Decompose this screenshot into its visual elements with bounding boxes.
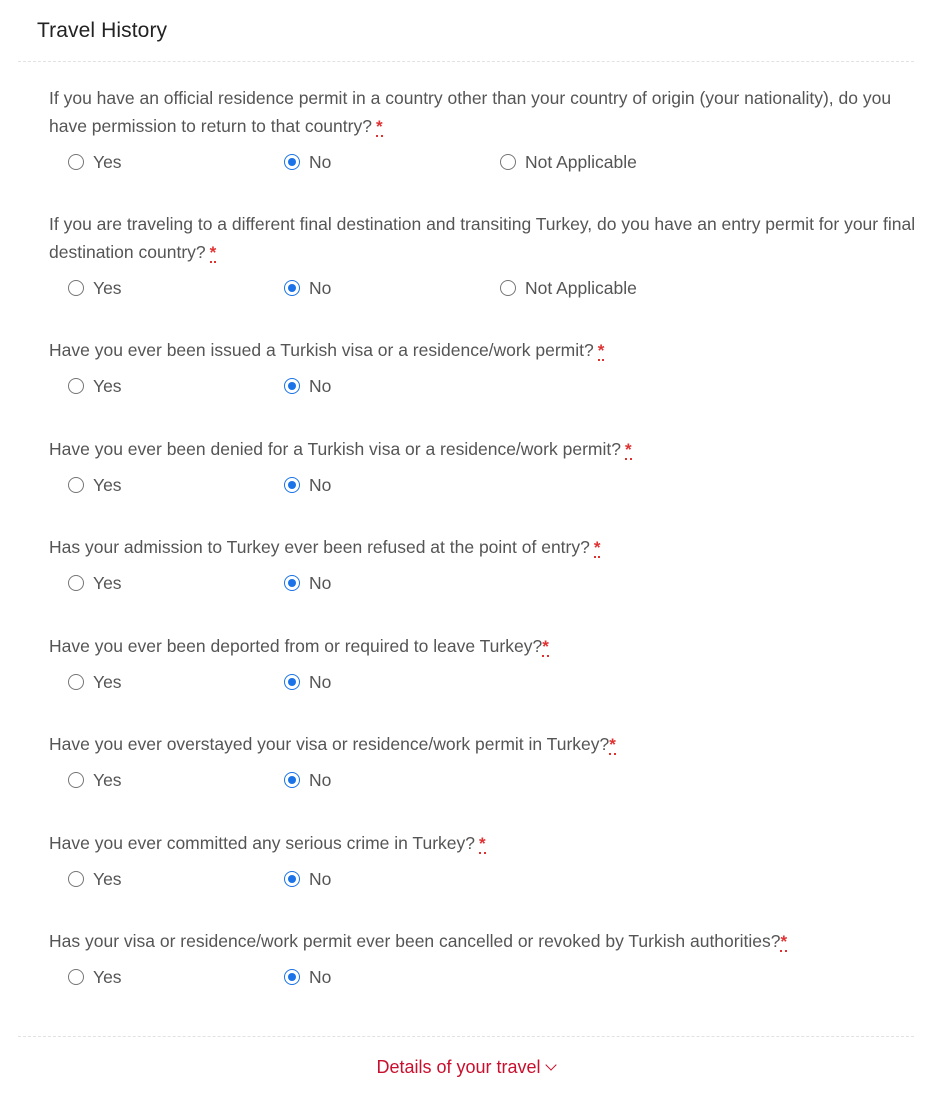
radio-checked-icon[interactable] xyxy=(284,674,300,690)
question-deported xyxy=(49,632,919,696)
details-of-travel-link[interactable] xyxy=(0,1057,931,1078)
question-denied-visa xyxy=(49,435,919,499)
radio-group xyxy=(49,374,919,398)
question-text: Have you ever been denied for a Turkish visa or a residence/work permit? xyxy=(49,439,621,459)
radio-option-no[interactable]: No xyxy=(284,965,331,989)
required-asterisk: * xyxy=(609,735,616,754)
question-issued-visa xyxy=(49,336,919,400)
radio-checked-icon[interactable] xyxy=(284,378,300,394)
radio-option-no[interactable]: No xyxy=(284,670,331,694)
radio-icon[interactable] xyxy=(68,280,84,296)
section-title: Travel History xyxy=(37,19,168,42)
radio-icon[interactable] xyxy=(500,280,516,296)
radio-checked-icon[interactable] xyxy=(284,969,300,985)
radio-option-yes[interactable]: Yes xyxy=(68,150,122,174)
radio-option-no[interactable]: No xyxy=(284,768,331,792)
required-asterisk: * xyxy=(479,834,486,853)
radio-icon[interactable] xyxy=(500,154,516,170)
radio-option-yes[interactable]: Yes xyxy=(68,473,122,497)
question-transit-entry-permit xyxy=(49,210,919,314)
radio-option-no[interactable]: No xyxy=(284,374,331,398)
radio-group xyxy=(49,965,919,989)
radio-option-not-applicable[interactable]: Not Applicable xyxy=(500,276,637,300)
question-text: Has your admission to Turkey ever been refused at the point of entry? xyxy=(49,537,590,557)
radio-group xyxy=(49,276,919,300)
required-asterisk: * xyxy=(375,117,383,136)
required-asterisk: * xyxy=(624,440,632,459)
radio-icon[interactable] xyxy=(68,575,84,591)
question-text: Have you ever committed any serious crime in Turkey? xyxy=(49,833,475,853)
radio-group xyxy=(49,670,919,694)
radio-group xyxy=(49,150,919,174)
radio-icon[interactable] xyxy=(68,674,84,690)
radio-option-yes[interactable]: Yes xyxy=(68,670,122,694)
required-asterisk: * xyxy=(209,243,217,262)
required-asterisk: * xyxy=(780,932,788,951)
radio-option-yes[interactable]: Yes xyxy=(68,965,122,989)
radio-icon[interactable] xyxy=(68,969,84,985)
radio-option-not-applicable[interactable]: Not Applicable xyxy=(500,150,637,174)
radio-checked-icon[interactable] xyxy=(284,280,300,296)
radio-checked-icon[interactable] xyxy=(284,871,300,887)
radio-icon[interactable] xyxy=(68,772,84,788)
chevron-down-icon xyxy=(545,1059,556,1070)
question-text: Have you ever been deported from or required to leave Turkey? xyxy=(49,636,543,656)
radio-option-yes[interactable]: Yes xyxy=(68,374,122,398)
radio-group xyxy=(49,571,919,595)
question-admission-refused xyxy=(49,533,919,597)
radio-checked-icon[interactable] xyxy=(284,772,300,788)
question-text: If you are traveling to a different final destination and transiting Turkey, do you have an entry permit for your final destination country? xyxy=(49,214,916,262)
radio-option-yes[interactable]: Yes xyxy=(68,276,122,300)
radio-checked-icon[interactable] xyxy=(284,477,300,493)
radio-icon[interactable] xyxy=(68,871,84,887)
question-text: Have you ever overstayed your visa or residence/work permit in Turkey? xyxy=(49,734,610,754)
radio-group xyxy=(49,867,919,891)
radio-option-no[interactable]: No xyxy=(284,276,331,300)
radio-icon[interactable] xyxy=(68,154,84,170)
radio-option-no[interactable]: No xyxy=(284,867,331,891)
radio-group xyxy=(49,473,919,497)
question-residence-return xyxy=(49,84,919,188)
question-text: If you have an official residence permit in a country other than your country of origin (your nationality), do you have permission to return to that country? xyxy=(49,88,892,136)
section-header xyxy=(18,0,914,62)
required-asterisk: * xyxy=(597,341,605,360)
question-text: Has your visa or residence/work permit ever been cancelled or revoked by Turkish authorities? xyxy=(49,931,781,951)
radio-option-yes[interactable]: Yes xyxy=(68,571,122,595)
question-text: Have you ever been issued a Turkish visa or a residence/work permit? xyxy=(49,340,594,360)
radio-checked-icon[interactable] xyxy=(284,575,300,591)
question-permit-revoked xyxy=(49,927,919,991)
details-link-label: Details of your travel xyxy=(376,1057,541,1077)
radio-option-no[interactable]: No xyxy=(284,150,331,174)
radio-group xyxy=(49,768,919,792)
required-asterisk: * xyxy=(542,637,549,656)
radio-option-yes[interactable]: Yes xyxy=(68,867,122,891)
radio-option-no[interactable]: No xyxy=(284,571,331,595)
footer-divider xyxy=(18,1036,914,1037)
radio-checked-icon[interactable] xyxy=(284,154,300,170)
radio-option-yes[interactable]: Yes xyxy=(68,768,122,792)
radio-icon[interactable] xyxy=(68,477,84,493)
required-asterisk: * xyxy=(593,538,601,557)
radio-icon[interactable] xyxy=(68,378,84,394)
question-serious-crime xyxy=(49,829,919,893)
radio-option-no[interactable]: No xyxy=(284,473,331,497)
question-overstayed xyxy=(49,730,919,794)
